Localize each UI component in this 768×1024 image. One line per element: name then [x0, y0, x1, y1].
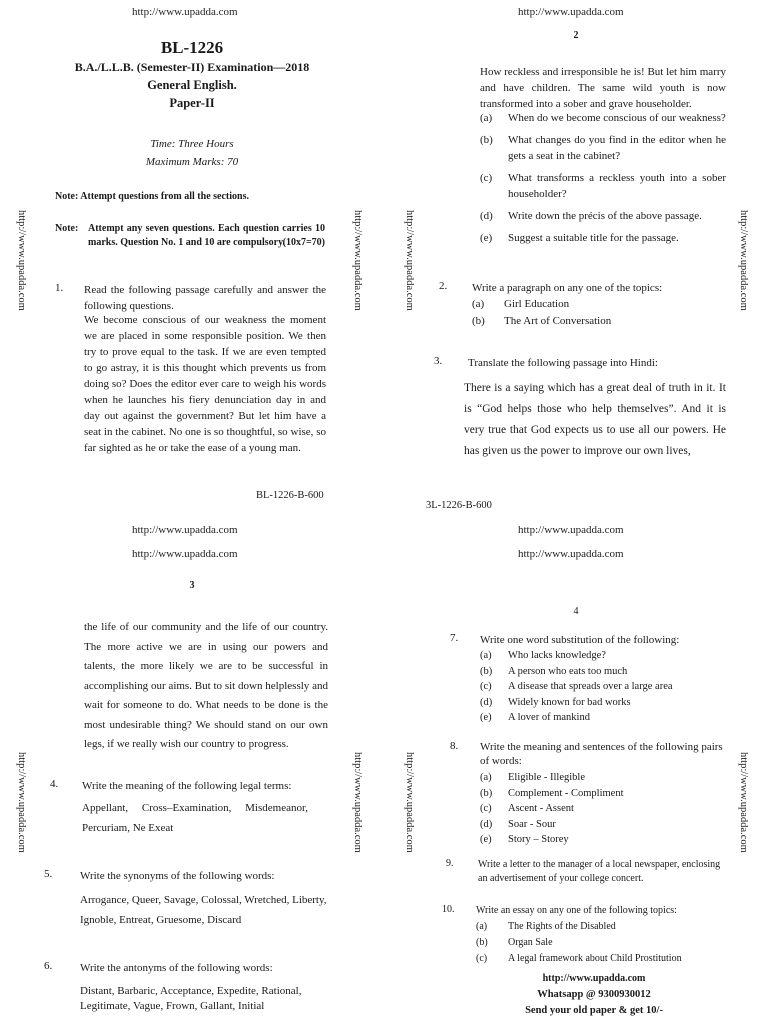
max-marks: Maximum Marks: 70 — [145, 156, 239, 168]
promo-send: Send your old paper & get 10/- — [525, 1005, 663, 1016]
option-text: Ascent - Assent — [508, 803, 574, 814]
subject-title: General English. — [147, 78, 237, 92]
option-label: (c) — [480, 803, 492, 814]
q2-text: Write a paragraph on any one of the topics: — [472, 282, 663, 294]
q4-number: 4. — [50, 778, 59, 790]
watermark-right: http://www.upadda.com — [738, 752, 749, 853]
q6-words: Distant, Barbaric, Acceptance, Expedite, Rational, Legitimate, Vague, Frown, Gallant, Initial — [80, 985, 302, 1012]
watermark-top-2: http://www.upadda.com — [132, 548, 238, 560]
option-text: Suggest a suitable title for the passage. — [508, 232, 679, 244]
option-label: (a) — [476, 921, 488, 932]
page-2-footer: 3L-1226-B-600 — [426, 500, 492, 511]
option-text: What transforms a reckless youth into a sober householder? — [508, 172, 726, 200]
q6-number: 6. — [44, 960, 53, 972]
page-number: 4 — [573, 606, 579, 617]
option-text: Widely known for bad works — [508, 696, 631, 708]
option-label: (b) — [480, 134, 493, 146]
passage-continued: the life of our community and the life of our country. The more active we are in using our powers and talents, the more likely we are to be successful in accomplishing our aims. But to sit down helplessly and wait for someone to do. What needs to be done is the most undesirable thing? We should stand on our own legs, if we really wish our country to progress. — [84, 621, 328, 750]
q1-option — [480, 208, 726, 224]
q4-text: Write the meaning of the following legal terms: — [82, 780, 292, 792]
q7-option — [480, 648, 673, 664]
q1-option — [480, 230, 726, 246]
q10-number: 10. — [442, 904, 455, 915]
q10-option — [476, 919, 682, 935]
q7-number: 7. — [450, 632, 459, 644]
note-2-marks: (10x7=70) — [282, 237, 325, 248]
option-text: A legal framework about Child Prostitution — [508, 953, 682, 964]
q1-options — [480, 110, 726, 246]
q2-option — [472, 313, 611, 330]
q9-number: 9. — [446, 858, 454, 869]
watermark-top-1: http://www.upadda.com — [132, 524, 238, 536]
option-text: What changes do you find in the editor when he gets a seat in the cabinet? — [508, 134, 726, 162]
watermark-top-1: http://www.upadda.com — [518, 524, 624, 536]
option-text: A lover of mankind — [508, 712, 590, 723]
watermark-top-2: http://www.upadda.com — [518, 548, 624, 560]
option-label: (a) — [480, 772, 492, 783]
option-label: (c) — [480, 681, 492, 692]
watermark-right: http://www.upadda.com — [352, 752, 363, 853]
promo-url[interactable]: http://www.upadda.com — [542, 973, 646, 984]
passage-continued: How reckless and irresponsible he is! But let him marry and have children. The same wild youth is now transformed into a sober and grave householder. — [480, 66, 726, 110]
option-text: Girl Education — [504, 298, 570, 310]
q7-option — [480, 710, 673, 726]
q8-options — [480, 770, 624, 848]
watermark-left: http://www.upadda.com — [404, 210, 415, 311]
option-text: When do we become conscious of our weakness? — [508, 112, 726, 124]
note-2-text: Attempt any seven questions. Each question carries 10 marks. Question No. 1 and 10 are compulsory. — [88, 223, 325, 248]
q10-options — [476, 919, 682, 967]
q1-passage: We become conscious of our weakness the moment we are placed in some responsible position. We then try to prove equal to the task. If we are even tempted to go astray, it is this thought which prevents us from doing so? Does the editor ever care to weigh his words when he launches his fiery denunciation day in and day out against the government? But let him have a seat in the cabinet. No one is so thoughtful, so wise, so far sighted as he or take the ease of a young man. — [84, 314, 326, 454]
page-2 — [384, 0, 768, 512]
page-1-footer: BL-1226-B-600 — [256, 490, 324, 501]
page-4 — [384, 512, 768, 1024]
option-label: (a) — [472, 298, 485, 310]
watermark-top: http://www.upadda.com — [518, 6, 624, 18]
q1-intro: Read the following passage carefully and answer the following questions. — [84, 284, 326, 312]
q1-option — [480, 170, 726, 202]
paper-title: Paper-II — [169, 96, 215, 110]
q8-option — [480, 770, 624, 786]
page-number: 3 — [189, 580, 195, 591]
q8-option — [480, 801, 624, 817]
paper-code: BL-1226 — [160, 38, 224, 57]
q4-terms: Appellant, Cross–Examination, Misdemeanor, Percuriam, Ne Exeat — [82, 802, 311, 834]
q1-number: 1. — [55, 282, 64, 294]
option-text: Write down the précis of the above passage. — [508, 210, 702, 222]
option-label: (b) — [480, 665, 493, 677]
q3-text: Translate the following passage into Hindi: — [468, 357, 658, 369]
watermark-left: http://www.upadda.com — [404, 752, 415, 853]
option-label: (d) — [480, 696, 493, 708]
q10-option — [476, 951, 682, 967]
q8-option — [480, 786, 624, 802]
option-label: (d) — [480, 210, 493, 222]
option-text: A person who eats too much — [508, 665, 628, 677]
option-text: Complement - Compliment — [508, 787, 624, 799]
watermark-top: http://www.upadda.com — [132, 6, 238, 18]
exam-title: B.A./L.L.B. (Semester-II) Examination—2018 — [74, 60, 310, 74]
q2-options — [472, 296, 611, 330]
q7-options — [480, 648, 673, 726]
option-label: (c) — [480, 172, 493, 184]
q10-text: Write an essay on any one of the following topics: — [476, 905, 677, 916]
q2-option — [472, 296, 611, 313]
option-text: Soar - Sour — [508, 818, 556, 830]
q7-option — [480, 695, 673, 711]
q8-option — [480, 832, 624, 848]
q5-number: 5. — [44, 868, 53, 880]
promo-whatsapp: Whatsapp @ 9300930012 — [537, 989, 651, 1000]
page-1 — [0, 0, 384, 512]
option-text: A disease that spreads over a large area — [508, 681, 673, 692]
option-label: (b) — [480, 787, 493, 799]
q6-text: Write the antonyms of the following words: — [80, 962, 273, 974]
q3-passage: There is a saying which has a great deal of truth in it. It is “God helps those who help themselves”. And it is very true that God expects us to use all our powers. He has given us the power to improve our own lives, — [464, 382, 726, 457]
q5-text: Write the synonyms of the following words: — [80, 870, 275, 882]
page-3 — [0, 512, 384, 1024]
option-label: (b) — [472, 315, 485, 327]
q8-text: Write the meaning and sentences of the following pairs of words: — [480, 741, 723, 767]
q9-text: Write a letter to the manager of a local newspaper, enclosing an advertisement of your college concert. — [478, 859, 721, 884]
option-text: Eligible - Illegible — [508, 772, 585, 783]
page-number: 2 — [573, 30, 579, 41]
option-label: (a) — [480, 112, 493, 124]
option-text: The Art of Conversation — [504, 315, 612, 327]
option-label: (e) — [480, 232, 493, 244]
watermark-left: http://www.upadda.com — [16, 210, 27, 311]
watermark-right: http://www.upadda.com — [352, 210, 363, 311]
q8-option — [480, 817, 624, 833]
q7-option — [480, 679, 673, 695]
option-text: Story – Storey — [508, 834, 569, 845]
option-label: (a) — [480, 650, 492, 661]
q10-option — [476, 935, 682, 951]
time-info: Time: Three Hours — [150, 138, 234, 150]
note-2-label: Note: — [55, 223, 79, 234]
q1-option — [480, 132, 726, 164]
option-label: (e) — [480, 834, 492, 845]
option-label: (e) — [480, 712, 492, 723]
q3-number: 3. — [434, 355, 443, 367]
option-label: (c) — [476, 953, 488, 964]
q8-number: 8. — [450, 740, 459, 752]
q5-words: Arrogance, Queer, Savage, Colossal, Wretched, Liberty, Ignoble, Entreat, Gruesome, Discard — [80, 894, 327, 926]
note-2 — [55, 222, 325, 250]
option-label: (b) — [476, 937, 488, 948]
option-text: Organ Sale — [508, 937, 553, 948]
q7-option — [480, 664, 673, 680]
option-label: (d) — [480, 818, 493, 830]
q1-option — [480, 110, 726, 126]
watermark-right: http://www.upadda.com — [738, 210, 749, 311]
option-text: The Rights of the Disabled — [508, 921, 616, 932]
note-1: Note: Attempt questions from all the sections. — [55, 191, 249, 202]
watermark-left: http://www.upadda.com — [16, 752, 27, 853]
q7-text: Write one word substitution of the following: — [480, 634, 680, 646]
option-text: Who lacks knowledge? — [508, 650, 606, 661]
q2-number: 2. — [439, 280, 448, 292]
